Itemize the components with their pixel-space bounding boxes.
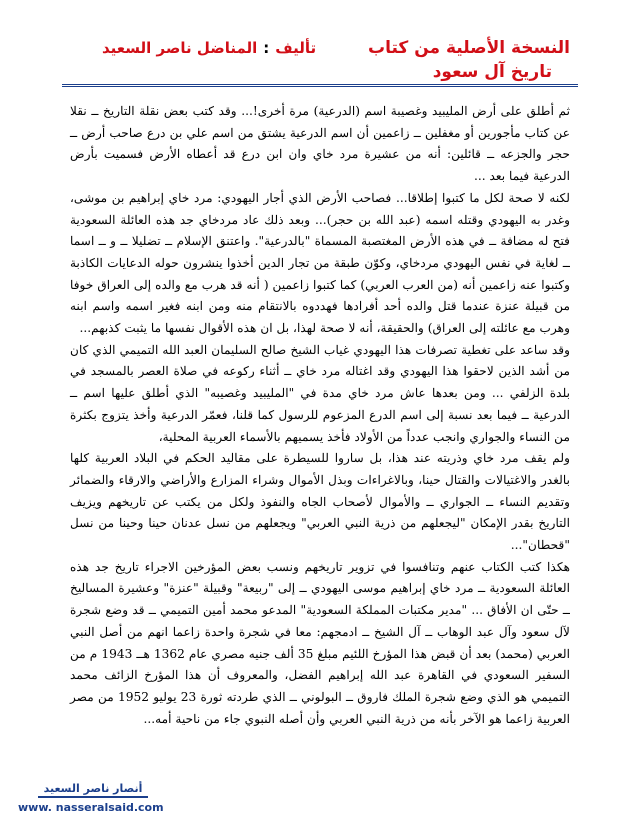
paragraph-3: وقد ساعد على تغطية تصرفات هذا اليهودي غياب الشيخ صالح السليمان العبد الله التميمي الذي كان من أشد الذين لاحقوا هذا اليهودي وقد اغتاله مرد خاي ــ أثناء ركوعه في صلاة العصر بالمسجد في بلدة الزلفي ... ومن بعدها عاش مرد خاي مدة في "المليبيد وغصيبه" الذي أطلق عليها اسم ــ الدرعية ــ فيما بعد نسبة إلى اسم الدرع المزعوم للرسول كما قلنا، فعمّر الدرعية وأخذ يتزوج بكثرة من النساء والجواري وانجب عدداً من الأولاد فأخذ يسميهم بالأسماء العربية المحلية، [70, 342, 570, 444]
book-title [368, 36, 570, 84]
paragraph-1: ثم أطلق على أرض المليبيد وغصيبة اسم (الدرعية) مرة أخرى!... وقد كتب بعض نقلة التاريخ ــ نقلا عن كتاب مأجورين أو مغفلين ــ زاعمين أن اسم الدرعية يشتق من اسم علي بن درع صاحب أرض ــ حجر والجزعه ــ قائلين: أنه من عشيرة مرد خاي وان ابن درع قد أعطاه الأرض فسميت بأرض الدرعية فيما بعد ... [70, 104, 570, 184]
paragraph-4: ولم يقف مرد خاي وذريته عند هذا، بل ساروا للسيطرة على مقاليد الحكم في البلاد العربية كلها بالغدر والاغتيالات والقتال حينا، وبالاغراءات وبذل الأموال وشراء المزارع والأراضي والارقاء والضمائر وتقديم النساء ــ الجواري ــ والأموال لأصحاب الجاه والنفوذ ولكل من يكتب عن تاريخهم ويزيف التاريخ بقدر الإمكان "ليجعلهم من ذرية النبي العربي" ويجعلهم من نسل عدنان حينا وحينا من نسل "قحطان"... [70, 451, 570, 553]
footer-url[interactable]: www. nasseralsaid.com [18, 801, 164, 814]
page-footer [18, 782, 168, 814]
paragraph-5: هكذا كتب الكتاب عنهم وتنافسوا في تزوير تاريخهم ونسب بعض المؤرخين الاجراء تاريخ جد هذه العائلة السعودية ــ مرد خاي إبراهيم موسى اليهودي ــ إلى "ربيعة" وقبيلة "عنزة" وعشيرة المساليخ ــ حتّى ان الأفاق ... "مدير مكتبات المملكة السعودية" المدعو محمد أمين التميمي ــ قد وضع شجرة لآل سعود وآل عبد الوهاب ــ آل الشيخ ــ ادمجهم: معا في شجرة واحدة زاعما انهم من أصل النبي العربي (محمد) بعد أن قبض هذا المؤرخ اللئيم مبلغ 35 ألف جنيه مصري عام 1362 هــ 1943 م من السفير السعودي في القاهرة عبد الله إبراهيم الفضل، والمعروف أن هذا المؤرخ الزائف محمد التميمي هو الذي وضع شجرة الملك فاروق ــ البولوني ــ الذي طردته ثورة 23 يوليو 1952 من مصر العربية زاعما هو الآخر بأنه من ذرية النبي العربي وأن أصله النبوي جاء من ناحية أمه... [70, 559, 571, 726]
author-separator: : [263, 39, 270, 57]
page-header [62, 30, 578, 87]
author-name: المناضل ناصر السعيد [102, 39, 258, 57]
footer-brand: أنصار ناصر السعيد [38, 782, 148, 798]
paragraph-2: لكنه لا صحة لكل ما كتبوا إطلاقا... فصاحب الأرض الذي أجار اليهودي: مرد خاي إبراهيم بن موشى، وغدر به اليهودي وقتله اسمه (عبد الله بن حجر)... وبعد ذلك عاد مردخاي جد هذه العائلة السعودية فتح له مضافة ــ في هذه الأرض المغتصبة المسماة "بالدرعية". واعتنق الإسلام ــ تضليلا ــ و ــ اسما ــ لغاية في نفس اليهودي مردخاي، وكوّن طبقة من تجار الدين أخذوا ينشرون حوله الدعايات الكاذبة وكتبوا عنه زاعمين أنه (من العرب العربي) كما كتبوا زاعمين ( أنه قد هرب مع والده إلى العراق خوفا من قبيلة عنزة عندما قتل والده أحد أفرادها فهددوه بالانتقام منه ومن ابنه فغير اسمه واسم ابنه وهرب مع عائلته إلى العراق) والحقيقة، أنه لا صحة لهذا، بل ان هذه الأقوال نفسها ما يثبت كذبهم... [70, 190, 570, 336]
book-title-line2: تاريخ آل سعود [432, 62, 552, 82]
author-label: تأليف [275, 39, 317, 57]
author-credit [102, 36, 316, 60]
body-text [70, 101, 570, 730]
book-title-line1: النسخة الأصلية من كتاب [368, 38, 570, 58]
